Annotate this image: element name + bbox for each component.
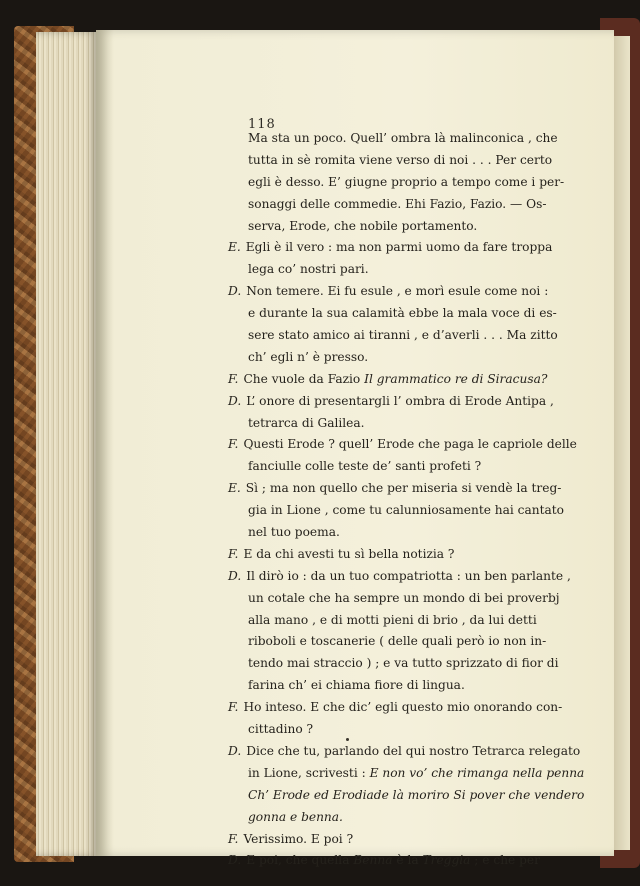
text-line xyxy=(228,150,588,172)
text-segment: Treggia xyxy=(422,853,471,868)
text-line xyxy=(228,566,588,588)
text-segment: cittadino ? xyxy=(248,722,314,737)
speaker-label: D. xyxy=(228,568,242,583)
text-line xyxy=(228,281,588,303)
text-line xyxy=(228,478,588,500)
text-line xyxy=(228,697,588,719)
text-line xyxy=(228,369,588,391)
speaker-label: F. xyxy=(228,371,239,386)
text-line xyxy=(228,631,588,653)
text-line xyxy=(228,763,588,785)
text-segment: ; e che per xyxy=(470,853,540,868)
speaker-label: F. xyxy=(228,546,239,561)
dialogue-text xyxy=(228,128,588,872)
text-segment: sonaggi delle commedie. Ehi Fazio, Fazio. — Os- xyxy=(248,196,547,211)
text-line xyxy=(228,456,588,478)
text-line xyxy=(228,588,588,610)
text-line xyxy=(228,216,588,238)
text-line xyxy=(228,237,588,259)
text-segment: E da chi avesti tu sì bella notizia ? xyxy=(243,546,455,561)
page-edges xyxy=(36,32,98,856)
text-segment: Ch’ Erode ed Erodiade là moriro Si pover che vendero xyxy=(248,787,585,802)
text-segment: gonna e benna. xyxy=(248,809,343,824)
text-line xyxy=(228,325,588,347)
text-line xyxy=(228,675,588,697)
text-line xyxy=(228,829,588,851)
text-segment: egli è desso. E’ giugne proprio a tempo come i per- xyxy=(248,174,565,189)
text-segment: Non temere. Ei fu esule , e morì esule come noi : xyxy=(246,284,549,299)
text-line xyxy=(228,522,588,544)
text-line xyxy=(228,785,588,807)
text-segment: riboboli e toscanerie ( delle quali però io non in- xyxy=(248,634,547,649)
speaker-label: D. xyxy=(228,284,242,299)
text-line xyxy=(228,128,588,150)
text-segment: e durante la sua calamità ebbe la mala voce di es- xyxy=(248,306,557,321)
text-line xyxy=(228,850,588,872)
text-line xyxy=(228,391,588,413)
speaker-label: D. xyxy=(228,853,242,868)
text-line xyxy=(228,719,588,741)
text-segment: fanciulle colle teste de’ santi profeti ? xyxy=(248,459,482,474)
text-line xyxy=(228,653,588,675)
text-segment: Il grammatico re di Siracusa? xyxy=(364,371,548,386)
text-segment: serva, Erode, che nobile portamento. xyxy=(248,218,478,233)
speaker-label: F. xyxy=(228,831,239,846)
text-segment: E poi, che quella xyxy=(246,853,354,868)
text-line xyxy=(228,303,588,325)
speaker-label: F. xyxy=(228,437,239,452)
text-line xyxy=(228,194,588,216)
text-segment: Dice che tu, parlando del qui nostro Tetrarca relegato xyxy=(246,743,581,758)
text-segment: nel tuo poema. xyxy=(248,525,340,540)
speaker-label: E. xyxy=(228,240,241,255)
text-line xyxy=(228,741,588,763)
ink-speck xyxy=(346,738,349,741)
text-line xyxy=(228,413,588,435)
text-segment: Che vuole da Fazio xyxy=(243,371,365,386)
text-segment: gia in Lione , come tu calunniosamente hai cantato xyxy=(248,503,565,518)
page-number: 118 xyxy=(248,117,276,132)
text-segment: lega co’ nostri pari. xyxy=(248,262,369,277)
text-segment: alla mano , e di motti pieni di brio , da lui detti xyxy=(248,612,537,627)
text-segment: tetrarca di Galilea. xyxy=(248,415,365,430)
text-segment: sere stato amico ai tiranni , e d’averli . . . Ma zitto xyxy=(248,328,558,343)
text-segment: Benna xyxy=(353,853,393,868)
text-line xyxy=(228,610,588,632)
speaker-label: D. xyxy=(228,393,242,408)
text-segment: tutta in sè romita viene verso di noi . . . Per certo xyxy=(248,152,553,167)
text-segment: Questi Erode ? quell’ Erode che paga le capriole delle xyxy=(243,437,577,452)
text-segment: Ma sta un poco. Quell’ ombra là malinconica , che xyxy=(248,131,558,145)
text-segment: Ho inteso. E che dic’ egli questo mio onorando con- xyxy=(243,700,563,715)
text-line xyxy=(228,259,588,281)
text-segment: in Lione, scrivesti : xyxy=(248,765,370,780)
text-segment: L’ onore di presentargli l’ ombra di Erode Antipa , xyxy=(246,393,554,408)
speaker-label: D. xyxy=(228,743,242,758)
text-line xyxy=(228,544,588,566)
speaker-label: E. xyxy=(228,481,241,496)
speaker-label: F. xyxy=(228,700,239,715)
text-segment: Sì ; ma non quello che per miseria si vendè la treg- xyxy=(245,481,562,496)
text-line xyxy=(228,500,588,522)
text-segment: Il dirò io : da un tuo compatriotta : un ben parlante , xyxy=(246,568,571,583)
text-segment: ch’ egli n’ è presso. xyxy=(248,349,369,364)
text-segment: E non vo’ che rimanga nella penna xyxy=(369,765,585,780)
text-line xyxy=(228,347,588,369)
text-line xyxy=(228,172,588,194)
text-segment: Verissimo. E poi ? xyxy=(243,831,354,846)
text-line xyxy=(228,434,588,456)
text-segment: Egli è il vero : ma non parmi uomo da fare troppa xyxy=(245,240,553,255)
text-segment: un cotale che ha sempre un mondo di bei proverbj xyxy=(248,590,560,605)
text-segment: è la xyxy=(392,853,423,868)
text-segment: farina ch’ ei chiama fiore di lingua. xyxy=(248,678,465,693)
text-line xyxy=(228,807,588,829)
text-segment: tendo mai straccio ) ; e va tutto sprizzato di fior di xyxy=(248,656,559,671)
